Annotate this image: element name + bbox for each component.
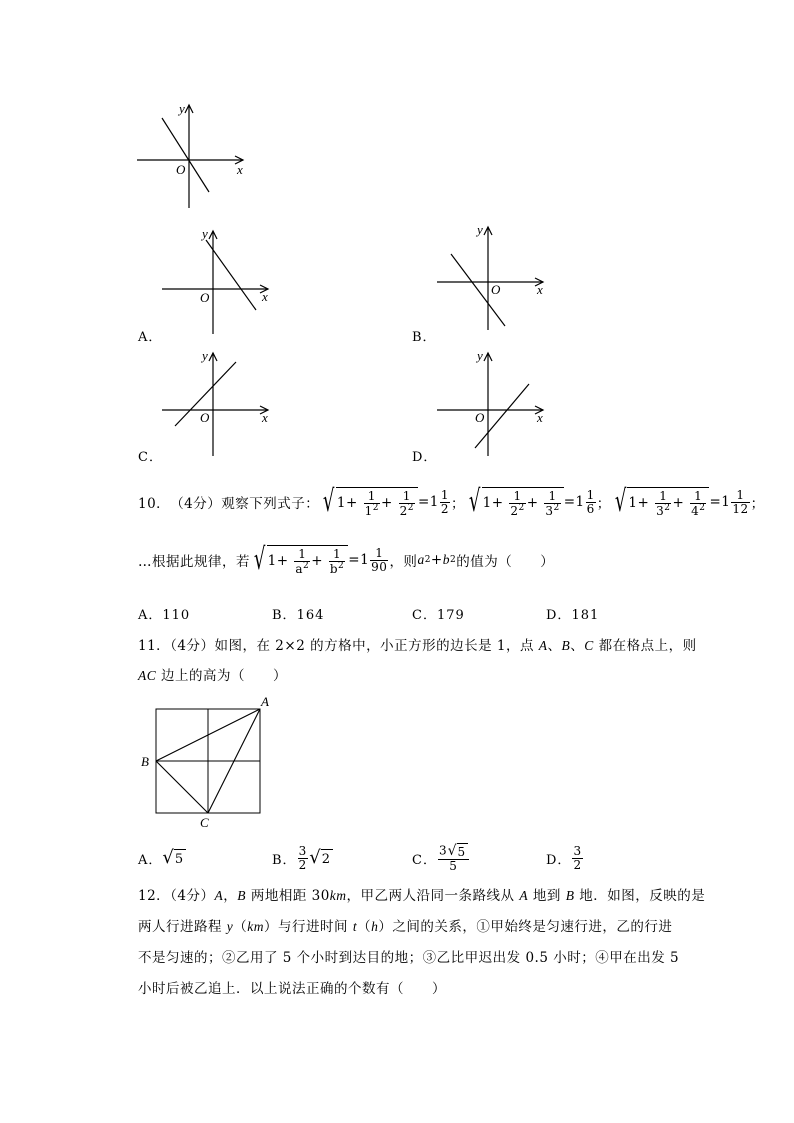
point-c-label: C (200, 815, 209, 830)
q9-option-d-graph (435, 348, 555, 460)
q11-option-c[interactable]: C． 3 √ 5 5 (412, 838, 470, 878)
q10-intro: 观察下列式子： (221, 496, 320, 512)
q9-question-graph (135, 100, 255, 212)
origin-label: O (491, 282, 501, 297)
q9-option-c-label[interactable]: C． (138, 450, 163, 465)
q9-option-a-label[interactable]: A． (138, 330, 163, 345)
origin-label: O (176, 162, 186, 177)
q9-option-c-graph (160, 348, 280, 460)
q10-expression-1: √ 1+ $\frac{1}{1^2}$ + $\frac{1}{2^2}$ (319, 487, 418, 517)
y-axis-label: y (202, 348, 208, 363)
radical-icon: √ (614, 484, 627, 519)
q9-option-b-graph (435, 222, 555, 334)
radical-icon: √ (447, 843, 458, 860)
x-axis-label: x (262, 410, 268, 425)
q10-option-b[interactable]: B．164 (272, 608, 325, 623)
radical-icon: √ (309, 847, 322, 868)
q11-option-d[interactable]: D． $\frac{3}{2}$ (546, 843, 583, 872)
q10-line-1: 10． （4分） 观察下列式子： √ 1+ $\frac{1}{1^2}$ + $\frac{1}{2^2}$ = 1 $\frac{1}{2}$ ； √ 1+ $\frac{1}{2^2}$ + $\frac{1}{3^2}$ = 1 $\frac{1}{6}$ ； √ 1+ $\frac{1}{3^2}$ + $\frac{1}{4^2}$ = 1 $\frac{1}{12}$ ； (138, 484, 765, 519)
x-axis-label: x (537, 410, 543, 425)
q9-option-b-label[interactable]: B． (412, 330, 437, 345)
q10-option-a[interactable]: A．110 (138, 608, 191, 623)
q11-line-2: AC 边上的高为（ ） (138, 668, 288, 684)
y-axis-label: y (477, 222, 483, 237)
origin-label: O (200, 410, 210, 425)
x-axis-label: x (537, 282, 543, 297)
q9-option-d-label[interactable]: D． (412, 450, 438, 465)
q10-line-2: …根据此规律，若 √ 1+ $\frac{1}{a^2}$ + $\frac{1}{b^2}$ = 1 $\frac{1}{90}$ ，则 a 2 + b 2 的值为（ ） (138, 542, 555, 577)
y-axis-label: y (477, 348, 483, 363)
q10-option-c[interactable]: C．179 (412, 608, 465, 623)
q9-option-a-graph (160, 226, 280, 338)
q10-condition-expression: √ 1+ $\frac{1}{a^2}$ + $\frac{1}{b^2}$ (250, 545, 348, 575)
q12-line-2: 两人行进路程 y（km）与行进时间 t（h）之间的关系，①甲始终是匀速行进，乙的行进 (138, 919, 673, 935)
q11-grid-figure (140, 696, 280, 832)
q12-line-1: 12．（4分）A，B 两地相距 30km，甲乙两人沿同一条路线从 A 地到 B 地．如图，反映的是 (138, 888, 706, 904)
radical-icon: √ (468, 484, 481, 519)
q10-expression-2: √ 1+ $\frac{1}{2^2}$ + $\frac{1}{3^2}$ (465, 487, 564, 517)
q10-score: （4分） (170, 496, 222, 512)
q10-expression-3: √ 1+ $\frac{1}{3^2}$ + $\frac{1}{4^2}$ (611, 487, 710, 517)
q11-option-a[interactable]: A． √ 5 (138, 847, 185, 868)
point-b-label: B (141, 754, 149, 769)
y-axis-label: y (179, 101, 185, 116)
x-axis-label: x (262, 289, 268, 304)
q10-line2-prefix: …根据此规律，若 (138, 554, 250, 570)
radical-icon: √ (162, 847, 175, 868)
q11-line-1: 11．（4分）如图，在 2×2 的方格中，小正方形的边长是 1，点 A、B、C 都在格点上，则 (138, 638, 697, 654)
q12-line-4: 小时后被乙追上．以上说法正确的个数有（ ） (138, 981, 446, 997)
radical-icon: √ (253, 542, 266, 577)
y-axis-label: y (202, 226, 208, 241)
q11-option-b[interactable]: B． $\frac{3}{2}$ √ 2 (272, 843, 331, 872)
origin-label: O (200, 290, 210, 305)
x-axis-label: x (237, 162, 243, 177)
q10-option-d[interactable]: D．181 (546, 608, 600, 623)
point-a-label: A (261, 694, 269, 709)
q10-number: 10． (138, 496, 171, 512)
radical-icon: √ (323, 484, 335, 519)
origin-label: O (475, 410, 485, 425)
q12-line-3: 不是匀速的；②乙用了 5 个小时到达目的地；③乙比甲迟出发 0.5 小时；④甲在出发 5 (138, 950, 680, 966)
